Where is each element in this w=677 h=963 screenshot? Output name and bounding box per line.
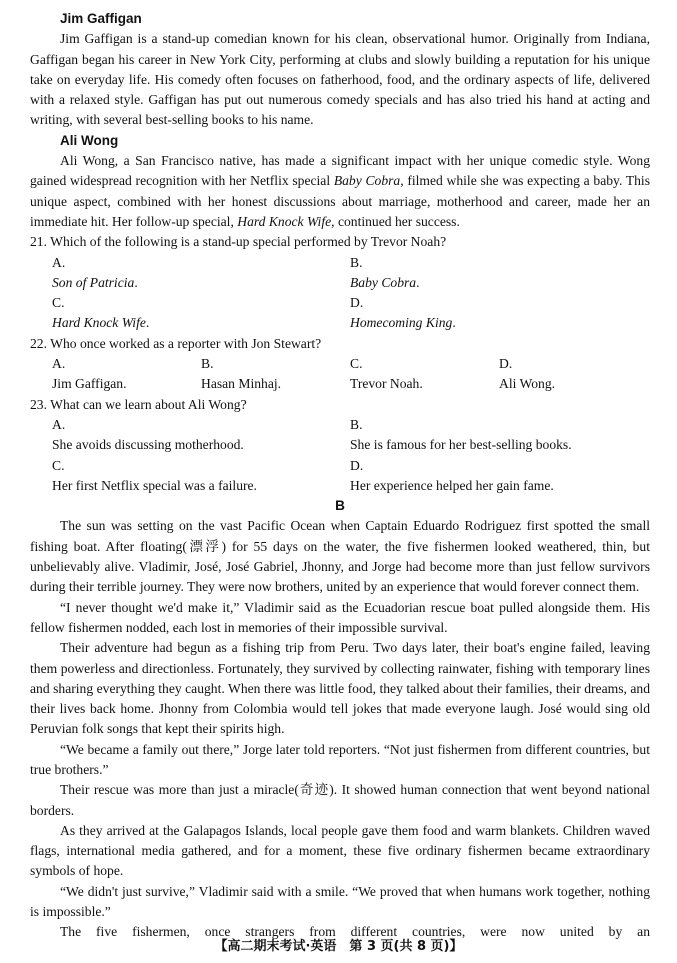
- passage-b-paragraph: Their rescue was more than just a miracle(奇迹). It showed human connection that went beyond national borders.: [30, 782, 650, 818]
- question-stem: 23. What can we learn about Ali Wong?: [30, 396, 247, 412]
- passage-b-paragraph: The five fishermen, once strangers from different countries, were now united by an: [60, 924, 650, 940]
- passage-b-paragraph: “I never thought we'd make it,” Vladimir said as the Ecuadorian rescue boat pulled alongside them. His fellow fishermen nodded, each lost in memories of their impossible survival.: [30, 599, 650, 635]
- option-a[interactable]: A.She avoids discussing motherhood.: [52, 416, 244, 453]
- option-c[interactable]: C.Her first Netflix special was a failure.: [52, 457, 257, 493]
- question-stem: 21. Which of the following is a stand-up special performed by Trevor Noah?: [30, 234, 447, 250]
- passage-b-paragraph: As they arrived at the Galapagos Islands, local people gave them food and warm blankets. Children waved flags, international media gathered, and for a moment, these five ordinary fishermen became extraordinary symbols of hope.: [30, 822, 650, 879]
- option-b[interactable]: B.Baby Cobra.: [350, 254, 420, 290]
- option-b[interactable]: B.Hasan Minhaj.: [201, 356, 282, 392]
- option-a[interactable]: A.Son of Patricia.: [52, 254, 138, 290]
- option-d[interactable]: D.Her experience helped her gain fame.: [350, 457, 554, 493]
- passage-b-paragraph: “We became a family out there,” Jorge later told reporters. “Not just fishermen from different countries, but true brothers.”: [30, 741, 650, 777]
- wong-paragraph: Ali Wong, a San Francisco native, has made a significant impact with her unique comedic style. Wong gained widespread recognition with her Netflix special Baby Cobra, filmed while she was expecting a baby. This unique aspect, combined with her honest discussions about marriage, motherhood and career, made her an immediate hit. Her follow-up special, Hard Knock Wife, continued her success.: [30, 153, 651, 229]
- option-c[interactable]: C.Trevor Noah.: [350, 356, 423, 392]
- comedian-name-wong: Ali Wong: [60, 132, 119, 148]
- option-d[interactable]: D.Ali Wong.: [499, 356, 556, 392]
- section-label-b: B: [335, 498, 345, 514]
- option-d[interactable]: D.Homecoming King.: [350, 295, 456, 331]
- gaffigan-paragraph: Jim Gaffigan is a stand-up comedian known for his clean, observational humor. Originally from Indiana, Gaffigan began his career in New York City, performing at clubs and slowly building a reputation for his unique take on everyday life. His comedy often focuses on fatherhood, food, and the ordinary aspects of life, delivered with a relaxed style. Gaffigan has put out numerous comedy specials and has also tried his hand at acting and writing, with several best-selling books to his name.: [30, 31, 650, 128]
- question-22: [30, 334, 650, 395]
- exam-page: [30, 9, 650, 943]
- passage-b-paragraph: “We didn't just survive,” Vladimir said with a smile. “We proved that when humans work together, nothing is impossible.”: [30, 883, 650, 920]
- option-a[interactable]: A.Jim Gaffigan.: [52, 356, 127, 392]
- question-23: [30, 395, 650, 496]
- comedian-name-gaffigan: Jim Gaffigan: [60, 11, 142, 26]
- option-b[interactable]: B.She is famous for her best-selling books.: [350, 416, 572, 453]
- question-stem: 22. Who once worked as a reporter with Jon Stewart?: [30, 335, 322, 351]
- question-21: [30, 232, 650, 333]
- page-footer: 【高二期末考试·英语 第 3 页(共 8 页)】: [214, 939, 463, 954]
- option-c[interactable]: C.Hard Knock Wife.: [52, 295, 150, 331]
- passage-b-paragraph: The sun was setting on the vast Pacific Ocean when Captain Eduardo Rodriguez first spotted the small fishing boat. After floating(漂浮) for 55 days on the water, the five fishermen looked weathered, thin, but unbelievably alive. Vladimir, José, José Gabriel, Jhonny, and Jorge had become more than just fellow survivors during their terrible journey. They were now brothers, united by an experience that would forever connect them.: [30, 518, 650, 595]
- passage-b-paragraph: Their adventure had begun as a fishing trip from Peru. Two days later, their boat's engine failed, leaving them powerless and directionless. Fortunately, they survived by collecting rainwater, fishing with temporary lines and sharing everything they caught. When there was little food, they talked about their families, their dreams, and their lives back home. Jhonny from Colombia would tell jokes that made everyone laugh. José would sing old Peruvian folk songs that kept their spirits high.: [30, 640, 650, 737]
